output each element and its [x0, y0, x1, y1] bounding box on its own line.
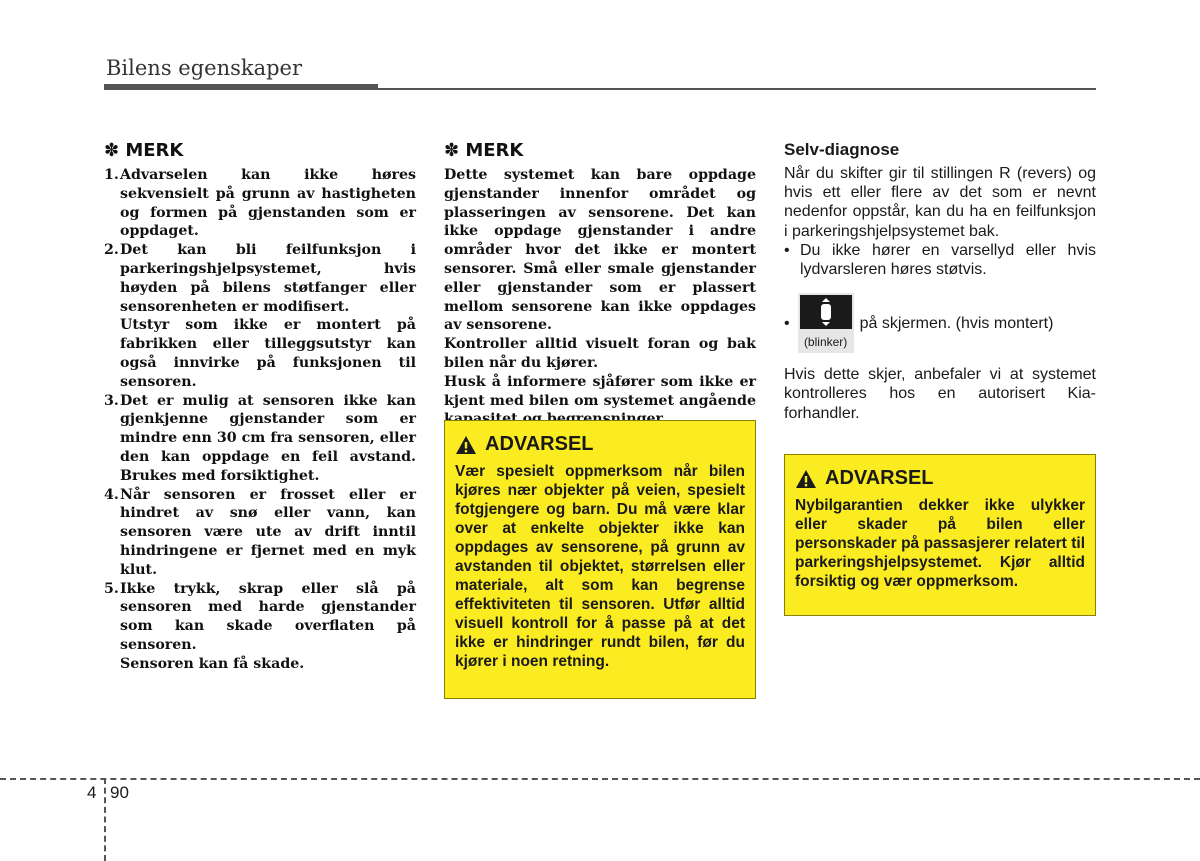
- warning-header: [795, 467, 1085, 490]
- warning-text: Vær spesielt oppmerksom når bilen kjøres nær objekter på veien, spesielt fotgjengere og barn. Du må være klar over at enkelte objekter ikke kan oppdages av sensorene, på grunn av avstanden til objektet, størrelsen eller materiale, alt som kan begrense effektiviteten til sensoren. Utfør alltid visuell kontroll for å passe på at det ikke er hindringer rundt bilen, før du kjører i noen retning.: [455, 463, 745, 670]
- bullet-marker: •: [784, 314, 790, 332]
- note-body: [444, 166, 756, 429]
- header-rule: [104, 88, 1096, 90]
- parking-sensor-indicator: [798, 293, 854, 353]
- warning-text: Nybilgarantien dekker ikke ulykker eller skader på bilen eller personskader på passasjerer relatert til parkeringshjelpsystemet. Kjør alltid forsiktig og vær oppmerksom.: [795, 497, 1085, 590]
- page-header-title: Bilens egenskaper: [106, 56, 303, 80]
- warning-triangle-icon: [455, 435, 477, 455]
- list-extra: Sensoren kan få skade.: [120, 655, 305, 672]
- merk-heading: ✽ MERK: [104, 140, 184, 161]
- list-text: Når sensoren er frosset eller er hindret av snø eller vann, kan sensoren være ute av drift inntil hindringene er fjernet med en myk klut.: [120, 486, 416, 578]
- icon-bullet-item: [784, 293, 1096, 353]
- list-number: 4.: [104, 486, 119, 503]
- icon-suffix-text: på skjermen. (hvis montert): [859, 314, 1054, 332]
- footer-divider: [104, 778, 106, 861]
- intro-paragraph: Når du skifter gir til stillingen R (revers) og hvis ett eller flere av det som er nevnt nedenfor oppstår, kan du ha en feilfunksjon i parkeringshjelpsystemet bak.: [784, 165, 1096, 240]
- note-list: [104, 166, 416, 674]
- list-item: [104, 241, 416, 391]
- list-extra: Utstyr som ikke er montert på fabrikken eller tilleggsutstyr kan også innvirke på funksjonen til sensoren.: [120, 317, 416, 390]
- list-item: [104, 486, 416, 580]
- warning-triangle-icon: [795, 469, 817, 489]
- bullet-item: [784, 241, 1096, 279]
- list-text: Ikke trykk, skrap eller slå på sensoren med harde gjenstander som kan skade overflaten på sensoren.: [120, 580, 416, 653]
- paragraph: Husk å informere sjåfører som ikke er kjent med bilen om systemet angående: [444, 373, 756, 409]
- list-number: 2.: [104, 242, 119, 259]
- paragraph: Kontroller alltid visuelt foran og bak bilen når du kjører.: [444, 336, 756, 371]
- list-item: [104, 166, 416, 241]
- merk-heading: ✽ MERK: [444, 140, 524, 161]
- list-text: Det er mulig at sensoren ikke kan gjenkjenne gjenstander som er mindre enn 30 cm fra sensoren, eller den kan oppdage en feil avstand. Brukes med forsiktighet.: [120, 392, 416, 484]
- note-column-2: [444, 140, 756, 429]
- chapter-number: 4: [87, 783, 97, 802]
- list-number: 1.: [104, 167, 119, 183]
- section-heading: Selv-diagnose: [784, 140, 900, 159]
- footer-rule: [0, 778, 1200, 780]
- paragraph: Dette systemet kan bare oppdage gjenstander innenfor området og plasseringen av sensorene. Det kan ikke oppdage gjenstander i andre områder hvor det ikke er montert sensorer. Små eller smale gjenstander eller gjenstander som er plassert mellom sensorene kan ikke oppdages av sensorene.: [444, 167, 756, 334]
- list-item: [104, 392, 416, 486]
- warning-box-2: [784, 454, 1096, 616]
- parking-sensor-icon: [800, 295, 852, 329]
- icon-caption: (blinker): [803, 335, 848, 350]
- list-text: Advarselen kan ikke høres sekvensielt på grunn av hastigheten og formen på gjenstanden som er oppdaget.: [120, 167, 416, 240]
- list-item: [104, 580, 416, 674]
- diagnosis-column: [784, 140, 1096, 423]
- page-number: 90: [110, 783, 129, 802]
- list-number: 3.: [104, 392, 119, 409]
- outro-paragraph: Hvis dette skjer, anbefaler vi at systemet kontrolleres hos en autorisert Kia-forhandler.: [784, 366, 1096, 422]
- note-column-1: [104, 140, 416, 674]
- bullet-marker: •: [784, 241, 790, 259]
- bullet-text: Du ikke hører en varsellyd eller hvis lydvarsleren høres støtvis.: [800, 241, 1096, 279]
- warning-box-1: [444, 420, 756, 699]
- warning-title: ADVARSEL: [485, 433, 594, 455]
- list-number: 5.: [104, 580, 119, 597]
- warning-header: [455, 433, 745, 456]
- warning-title: ADVARSEL: [825, 467, 934, 489]
- list-text: Det kan bli feilfunksjon i parkeringshjelpsystemet, hvis høyden på bilens støtfanger eller sensorenheten er modifisert.: [120, 242, 416, 315]
